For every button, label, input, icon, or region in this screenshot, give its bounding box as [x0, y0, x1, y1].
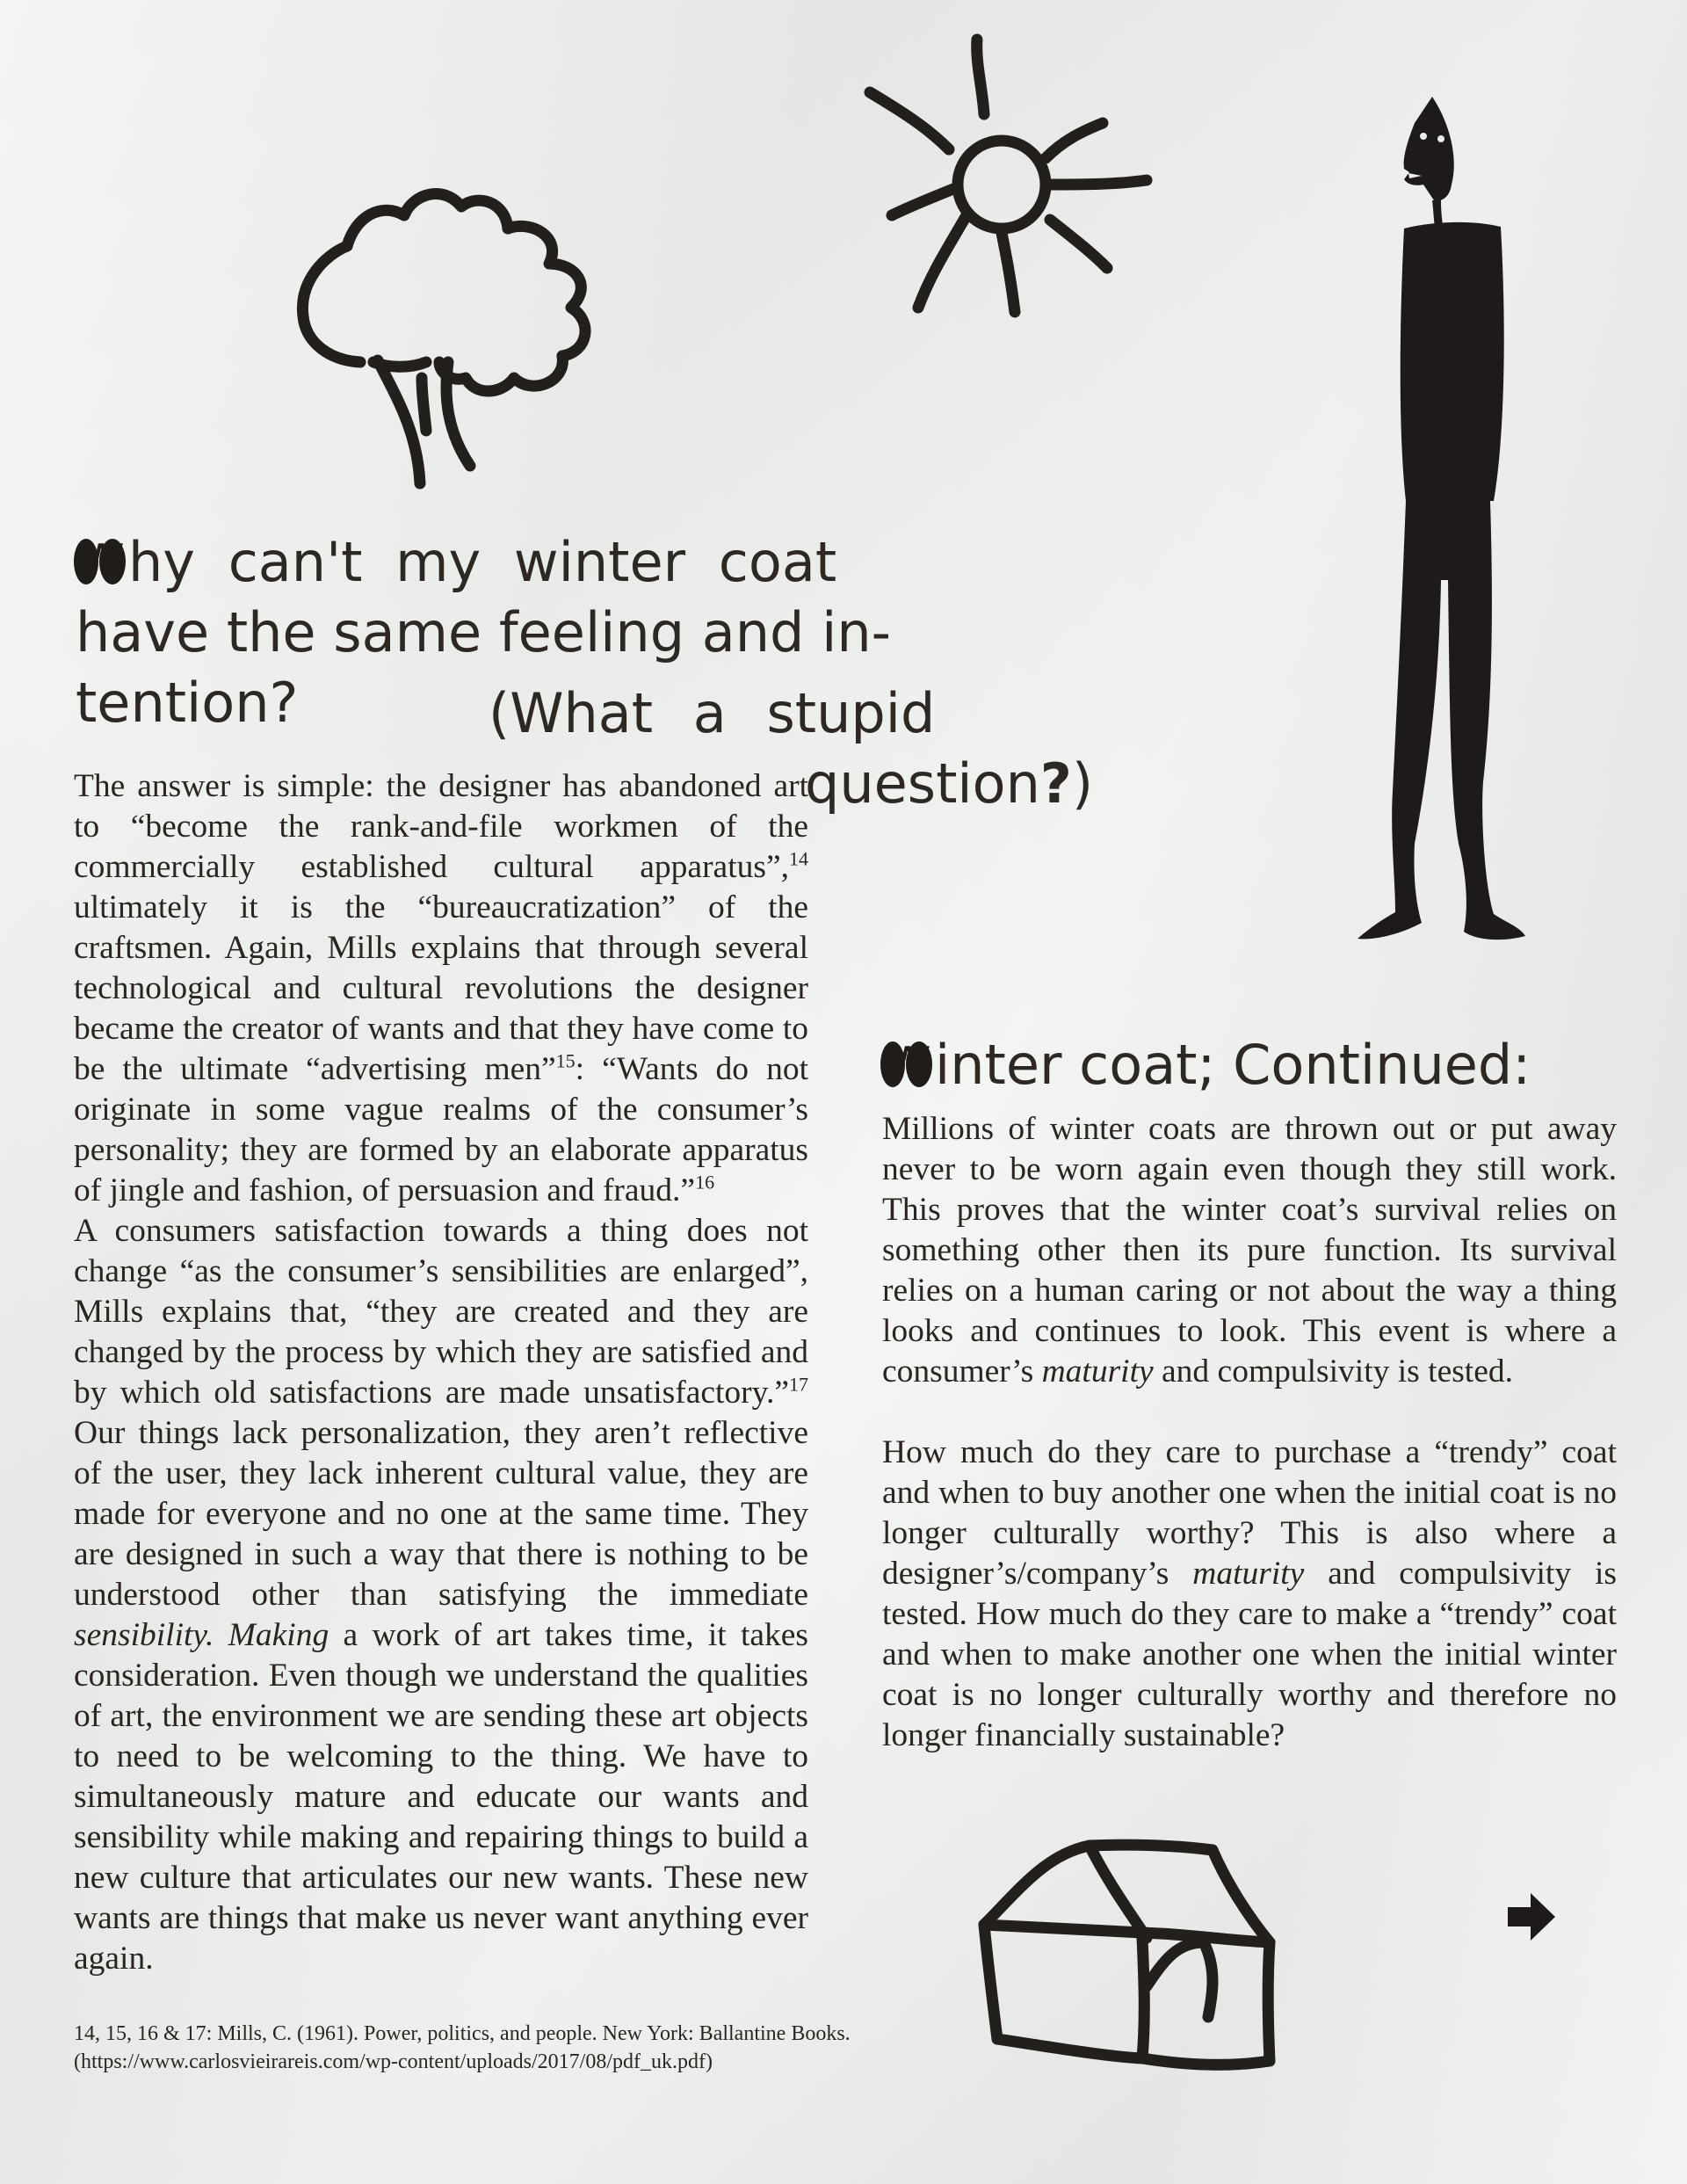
aside-line2: question?) [805, 751, 1094, 816]
svg-text:W: W [884, 1038, 931, 1091]
left-paragraph-1: The answer is simple: the designer has abandoned art to “become the rank-and-file workmen of the commercially established cultural apparatus”,$^{14}$ ultimately it is the “bureaucratization” of the craftsmen. Again, Mills explains that through several technological and cultural revolutions the designer became the creator of wants and that they have come to be the ultimate “advertising men”$^{15}$: “Wants do not originate in some vague realms of the consumer’s personality; they are formed by an elaborate apparatus of jingle and fashion, of persuasion and fraud.”$^{16}$ [74, 768, 808, 1208]
footnote-url: (https://www.carlosvieirareis.com/wp-content/uploads/2017/08/pdf_uk.pdf) [74, 2050, 713, 2073]
right-column [882, 1109, 1617, 1756]
right-paragraph-2: How much do they care to purchase a “trendy” coat and when to buy another one when the initial coat is no longer culturally worthy? This is also where a designer’s/company’s maturity and compulsivity is tested. How much do they care to make a “trendy” coat and when to make another one when the initial winter coat is no longer culturally worthy and therefore no longer financially sustainable? [882, 1434, 1617, 1753]
tree-drawing [264, 132, 633, 501]
continued-heading: W inter coat; Continued: [882, 1030, 1531, 1100]
main-heading-line2: have the same feeling and in- [76, 600, 892, 664]
right-arrow-icon [1504, 1890, 1559, 1944]
drop-cap-w-2 [882, 1036, 933, 1091]
footnote [74, 2020, 865, 2076]
main-heading-line1: W hy can't my winter coat [76, 527, 1148, 598]
right-paragraph-1: Millions of winter coats are thrown out or put away never to be worn again even though they still work. This proves that the winter coat’s survival relies on something other then its pure function. Its survival relies on a human caring or not about the way a thing looks and continues to look. This event is where a consumer’s maturity and compulsivity is tested. [882, 1111, 1617, 1389]
left-column [74, 766, 808, 1979]
sun-drawing [844, 26, 1177, 360]
house-drawing [967, 1828, 1283, 2092]
main-heading-line3: tention? [76, 671, 299, 735]
footnote-citation: 14, 15, 16 & 17: Mills, C. (1961). Power, politics, and people. New York: Ballantine Books. [74, 2022, 851, 2045]
svg-text:W: W [77, 535, 125, 588]
question-mark: ? [1039, 751, 1072, 816]
drop-cap-w [76, 533, 127, 588]
aside-line1: (What a stupid [489, 681, 936, 745]
left-paragraph-2: A consumers satisfaction towards a thing does not change “as the consumer’s sensibilities are enlarged”, Mills explains that, “they are created and they are changed by the process by which they are satisfied and by which old satisfactions are made unsatisfactory.”$^{17}$ Our things lack personalization, they aren’t reflective of the user, they lack inherent cultural value, they are made for everyone and no one at the same time. They are designed in such a way that there is nothing to be understood other than satisfying the immediate sensibility. Making a work of art takes time, it takes consideration. Even though we understand the qualities of art, the environment we are sending these art objects to need to be welcoming to the thing. We have to simultaneously mature and educate our wants and sensibility while making and repairing things to build a new culture that articulates our new wants. These new wants are things that make us never want anything ever again. [74, 1213, 808, 1977]
standing-figure-drawing [1318, 88, 1529, 958]
